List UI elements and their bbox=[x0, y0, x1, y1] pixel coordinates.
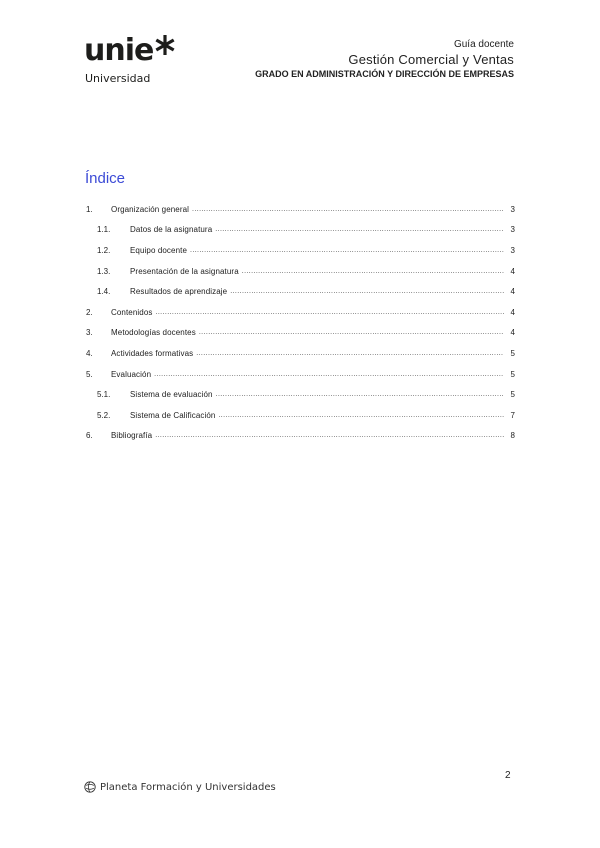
toc-entry-text: Metodologías docentes bbox=[111, 328, 196, 338]
toc-entry-number: 5. bbox=[86, 369, 93, 379]
toc-entry-text: Equipo docente bbox=[130, 245, 188, 255]
toc-entry[interactable] bbox=[85, 384, 515, 405]
toc-entry-text: Bibliografía bbox=[111, 431, 153, 441]
toc-entry-text: Sistema de evaluación bbox=[130, 390, 213, 400]
toc-leader-dots bbox=[196, 350, 504, 357]
toc-entry-text: Actividades formativas bbox=[111, 348, 194, 358]
toc-leader-dots bbox=[155, 309, 504, 316]
asterisk-icon bbox=[154, 34, 176, 56]
toc-entry-page: 4 bbox=[510, 266, 515, 276]
toc-entry-page: 3 bbox=[510, 245, 515, 255]
degree-title: GRADO EN ADMINISTRACIÓN Y DIRECCIÓN DE EMPRESAS bbox=[255, 69, 514, 79]
toc-entry-page: 5 bbox=[510, 369, 515, 379]
unie-logo bbox=[84, 34, 194, 90]
toc-entry-text: Resultados de aprendizaje bbox=[130, 287, 228, 297]
toc-leader-dots bbox=[190, 247, 504, 254]
toc-entry[interactable] bbox=[85, 426, 515, 447]
toc-leader-dots bbox=[154, 371, 504, 378]
toc-entry-text: Sistema de Calificación bbox=[130, 410, 216, 420]
table-of-contents bbox=[85, 199, 515, 446]
toc-entry-page: 3 bbox=[510, 204, 515, 214]
toc-entry-page: 7 bbox=[510, 410, 515, 420]
toc-entry-text: Datos de la asignatura bbox=[130, 225, 213, 235]
toc-entry[interactable] bbox=[85, 302, 515, 323]
toc-entry-page: 8 bbox=[510, 431, 515, 441]
toc-leader-dots bbox=[192, 206, 504, 213]
toc-entry[interactable] bbox=[85, 199, 515, 220]
logo-wordmark: unie bbox=[84, 33, 154, 68]
toc-entry[interactable] bbox=[85, 343, 515, 364]
toc-entry-number: 3. bbox=[86, 328, 93, 338]
toc-entry-page: 4 bbox=[510, 307, 515, 317]
toc-entry-number: 1.4. bbox=[97, 287, 111, 297]
toc-entry[interactable] bbox=[85, 364, 515, 385]
toc-entry-text: Evaluación bbox=[111, 369, 152, 379]
toc-entry-page: 4 bbox=[510, 328, 515, 338]
toc-entry[interactable] bbox=[85, 405, 515, 426]
toc-entry-number: 5.1. bbox=[97, 390, 111, 400]
document-header bbox=[255, 38, 514, 80]
page-number: 2 bbox=[505, 770, 511, 781]
toc-entry[interactable] bbox=[85, 240, 515, 261]
toc-entry-page: 4 bbox=[510, 287, 515, 297]
footer-publisher bbox=[84, 781, 276, 793]
toc-entry[interactable] bbox=[85, 281, 515, 302]
planeta-globe-icon bbox=[84, 781, 96, 793]
toc-entry[interactable] bbox=[85, 220, 515, 241]
toc-entry-page: 5 bbox=[510, 390, 515, 400]
toc-entry-number: 5.2. bbox=[97, 410, 111, 420]
toc-entry-text: Contenidos bbox=[111, 307, 153, 317]
toc-entry[interactable] bbox=[85, 261, 515, 282]
toc-leader-dots bbox=[230, 288, 504, 295]
subject-title: Gestión Comercial y Ventas bbox=[348, 52, 514, 67]
toc-leader-dots bbox=[199, 329, 504, 336]
publisher-name: Planeta Formación y Universidades bbox=[100, 781, 276, 793]
toc-entry-text: Presentación de la asignatura bbox=[130, 266, 239, 276]
logo-subtitle: Universidad bbox=[85, 72, 151, 85]
toc-leader-dots bbox=[215, 226, 504, 233]
toc-entry[interactable] bbox=[85, 323, 515, 344]
toc-leader-dots bbox=[218, 412, 504, 419]
toc-entry-text: Organización general bbox=[111, 204, 190, 214]
toc-leader-dots bbox=[242, 268, 504, 275]
toc-entry-page: 3 bbox=[510, 225, 515, 235]
toc-title: Índice bbox=[85, 170, 126, 187]
toc-entry-number: 1.2. bbox=[97, 245, 111, 255]
toc-leader-dots bbox=[155, 432, 504, 439]
toc-entry-number: 6. bbox=[86, 431, 93, 441]
document-type: Guía docente bbox=[453, 39, 514, 50]
toc-entry-number: 1. bbox=[86, 204, 93, 214]
toc-entry-number: 1.3. bbox=[97, 266, 111, 276]
toc-leader-dots bbox=[216, 391, 504, 398]
toc-entry-number: 1.1. bbox=[97, 225, 111, 235]
toc-entry-number: 4. bbox=[86, 348, 93, 358]
toc-entry-page: 5 bbox=[510, 348, 515, 358]
toc-entry-number: 2. bbox=[86, 307, 93, 317]
